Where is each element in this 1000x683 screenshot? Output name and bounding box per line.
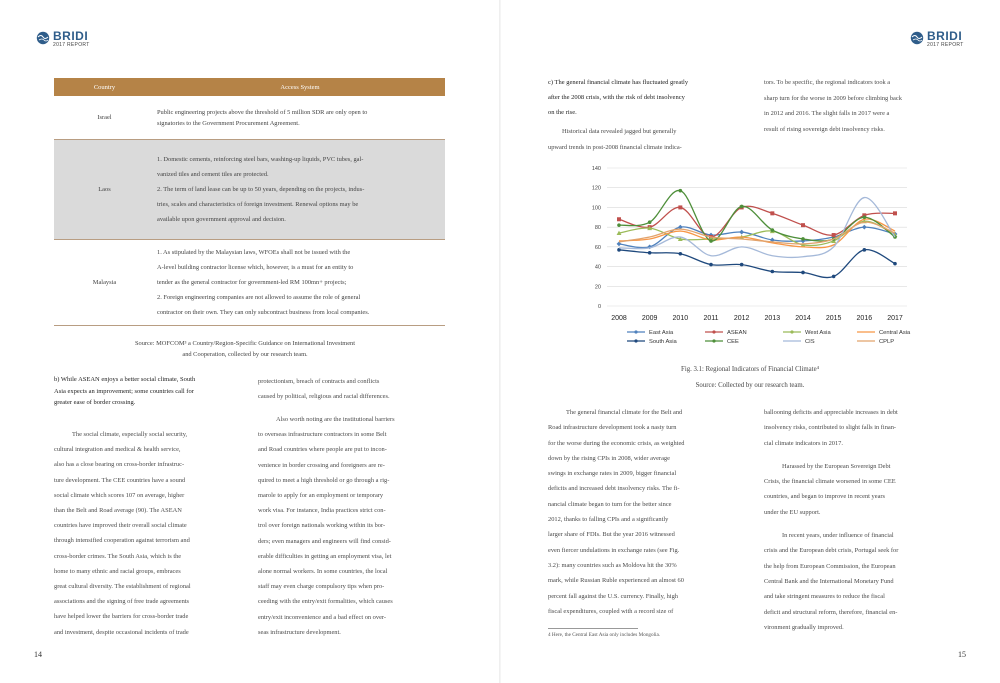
text-line: even fiercer undulations in exchange rates (see Fig. <box>548 546 680 554</box>
section-heading-c <box>548 75 748 120</box>
text-line: quired to meet a high threshold or go through a rig- <box>258 476 390 484</box>
text-line: cross-border crimes. The South Asia, which is the <box>54 552 182 560</box>
x-tick-label: 2013 <box>764 315 781 322</box>
data-point-asean <box>801 223 805 227</box>
left-column-2-top <box>258 374 448 404</box>
text-line: percent fall against the U.S. currency. Finally, high <box>548 592 678 600</box>
legend-label-cis: CIS <box>805 339 815 345</box>
text-line: home to many ethnic and racial groups, embraces <box>54 567 181 575</box>
data-point-east-asia <box>862 225 867 230</box>
data-point-cee <box>740 205 744 209</box>
data-point-south-asia <box>771 270 775 274</box>
cell-line: 1. As stipulated by the Malaysian laws, WFOEs shall not be issued with the <box>157 249 351 256</box>
legend-label-south-asia: South Asia <box>649 339 677 345</box>
cell-line: tender as the general contractor for government-led RM 100mn+ projects; <box>157 279 347 286</box>
text-line: In recent years, under influence of financial <box>782 532 894 540</box>
book-spine <box>499 0 501 683</box>
legend-marker-west-asia <box>790 330 793 333</box>
text-line: deficits and increased debt insolvency risks. The fi- <box>548 485 680 493</box>
legend-marker-east-asia <box>634 330 637 333</box>
table-row <box>54 96 445 140</box>
legend-label-cplp: CPLP <box>879 339 895 345</box>
text-line: deficit and structural reform, therefore, financial en- <box>764 608 898 616</box>
left-column-1-text <box>54 427 244 640</box>
country-cell: Malaysia <box>92 279 117 286</box>
data-point-cee <box>801 237 805 241</box>
text-line: and Road countries where people are put to incon- <box>258 446 387 454</box>
data-point-south-asia <box>863 248 867 252</box>
text-line: great cultural diversity. The establishment of regional <box>54 583 191 591</box>
text-line: insolvency risks, contributed to slight falls in finan- <box>764 424 897 432</box>
text-line: under the EU support. <box>764 508 821 516</box>
text-line: for the worse during the economic crisis, as weighted <box>548 439 685 447</box>
y-tick-label: 60 <box>594 244 601 251</box>
text-line: in 2012 and 2016. The slight falls in 2017 were a <box>764 110 890 117</box>
text-line: Also worth noting are the institutional barriers <box>276 416 395 423</box>
data-point-south-asia <box>617 248 621 252</box>
data-point-cee <box>679 189 683 193</box>
text-line: have helped lower the barriers for cross-border trade <box>54 613 189 621</box>
text-line: cultural integration and medical & health service, <box>54 446 181 454</box>
country-cell: Israel <box>97 114 112 121</box>
table-row <box>54 240 445 326</box>
data-point-cee <box>648 220 652 224</box>
access-cell <box>155 245 445 320</box>
text-line: venience in border crossing and foreigners are re- <box>258 461 385 469</box>
data-point-east-asia <box>739 230 744 235</box>
bridi-logo-right <box>910 30 964 48</box>
y-tick-label: 100 <box>591 205 601 212</box>
data-point-cee <box>863 215 867 219</box>
data-point-asean <box>832 233 836 237</box>
text-line: crisis and the European debt crisis, Portugal seek for <box>764 547 899 555</box>
globe-icon <box>36 31 50 45</box>
x-tick-label: 2010 <box>672 315 689 322</box>
series-line-south-asia <box>619 250 895 278</box>
cell-line: tries, scales and characteristics of foreign investment. Renewal options may be <box>157 201 359 208</box>
footnote: 4 Here, the Central East Asia only includes Mongolia. <box>548 632 661 638</box>
data-point-south-asia <box>648 251 652 255</box>
heading-line: greater ease of border crossing. <box>54 399 136 407</box>
text-line: ders; even managers and engineers will find consid- <box>258 537 391 545</box>
brand-name: BRIDI <box>927 29 963 43</box>
text-line: larger share of FDIs. But the year 2016 witnessed <box>548 531 675 539</box>
financial-climate-chart <box>577 160 913 352</box>
cell-line: A-level building contractor license which, however, is a must for an entity to <box>157 264 354 271</box>
text-line: countries have improved their overall social climate <box>54 522 187 530</box>
cell-line: contractor on their own. They can only subcontract business from local companies. <box>157 309 370 316</box>
legend-label-asean: ASEAN <box>727 330 747 336</box>
text-line: Road infrastructure development took a nasty turn <box>548 424 677 432</box>
cell-line: signatories to the Government Procurement Agreement. <box>157 119 300 127</box>
cell-line: 2. Foreign engineering companies are not allowed to assume the role of general <box>157 294 361 301</box>
y-tick-label: 40 <box>594 264 601 271</box>
series-line-cis <box>619 198 895 258</box>
x-tick-label: 2011 <box>703 315 719 322</box>
text-line: vironment gradually improved. <box>764 623 844 631</box>
text-line: seas infrastructure development. <box>258 628 341 636</box>
text-line: countries, and began to improve in recent years <box>764 493 886 501</box>
text-line: upward trends in post-2008 financial climate indica- <box>548 143 682 151</box>
data-point-asean <box>770 211 774 215</box>
text-line: the help from European Commission, the European <box>764 562 896 570</box>
text-line: ballooning deficits and appreciable increases in debt <box>764 409 898 416</box>
text-line: through intensified cooperation against terrorism and <box>54 537 190 545</box>
data-point-cee <box>771 228 775 232</box>
x-tick-label: 2016 <box>856 315 873 322</box>
brand-name: BRIDI <box>53 29 89 43</box>
source-line: Source: MOFCOM³ a Country/Region-Specific Guidance on International Investment <box>134 340 356 347</box>
table-header <box>54 78 445 96</box>
text-line: protectionism, breach of contracts and conflicts <box>258 378 380 385</box>
data-point-south-asia <box>801 271 805 275</box>
data-point-asean <box>617 217 621 221</box>
text-line: sharp turn for the worse in 2009 before climbing back <box>764 94 902 102</box>
page-number-right: 15 <box>958 650 966 659</box>
column-header-country: Country <box>93 83 116 91</box>
text-line: staff may even charge compulsory tips when pro- <box>258 583 385 591</box>
cell-line: vanized tiles and cement tiles are protected. <box>157 171 269 178</box>
x-tick-label: 2008 <box>611 315 627 322</box>
x-tick-label: 2017 <box>887 315 903 322</box>
column-header-access-system: Access System <box>280 83 320 91</box>
data-point-cee <box>617 223 621 227</box>
text-line: swings in exchange rates in 2009, bigger financial <box>548 470 677 478</box>
access-cell <box>155 152 445 227</box>
right-column-1-text <box>548 405 744 619</box>
access-cell <box>155 107 445 129</box>
data-point-asean <box>893 211 897 215</box>
text-line: trol over foreign nationals working within its bor- <box>258 522 386 530</box>
text-line: and investment, despite occasional incidents of trade <box>54 628 189 636</box>
text-line: fiscal expenditures, coupled with a record size of <box>548 607 674 615</box>
right-column-2-text <box>764 405 956 635</box>
text-line: down by the rising CPIs in 2008, wider average <box>548 454 670 462</box>
access-system-table <box>54 78 445 326</box>
x-tick-label: 2015 <box>825 315 842 322</box>
text-line: mark, while Russian Ruble experienced an almost 60 <box>548 577 684 585</box>
legend-marker-south-asia <box>634 339 637 342</box>
bridi-logo-left <box>36 30 90 48</box>
text-line: also has a close bearing on cross-border infrastruc- <box>54 461 185 469</box>
legend-label-central-asia: Central Asia <box>879 330 911 336</box>
text-line: entry/exit inconvenience and a bad effect on over- <box>258 613 387 621</box>
legend-label-east-asia: East Asia <box>649 330 674 336</box>
section-heading-b <box>54 374 244 409</box>
text-line: The social climate, especially social security, <box>72 431 188 438</box>
table-row <box>54 140 445 240</box>
series-line-east-asia <box>619 227 895 248</box>
text-line: Harassed by the European Sovereign Debt <box>782 462 891 470</box>
brand-subtitle: 2017 REPORT <box>927 42 964 48</box>
y-tick-label: 140 <box>591 166 601 172</box>
legend-label-cee: CEE <box>727 339 739 345</box>
data-point-south-asia <box>893 262 897 266</box>
text-line: caused by political, religious and racial differences. <box>258 393 390 401</box>
legend-label-west-asia: West Asia <box>805 330 831 336</box>
source-line: and Cooperation, collected by our research team. <box>182 351 308 358</box>
text-line: Central Bank and the International Monetary Fund <box>764 577 894 585</box>
data-point-south-asia <box>709 263 713 267</box>
cell-line: 2. The term of land lease can be up to 50 years, depending on the projects, indus- <box>157 186 365 193</box>
right-intro-right <box>764 75 954 137</box>
globe-icon <box>910 31 924 45</box>
heading-line: after the 2008 crisis, with the risk of debt insolvency <box>548 94 685 101</box>
legend-marker-asean <box>712 330 715 333</box>
x-tick-label: 2009 <box>641 315 658 322</box>
page-number-left: 14 <box>34 650 42 659</box>
text-line: Crisis, the financial climate worsened in some CEE <box>764 478 896 486</box>
x-tick-label: 2012 <box>733 315 750 322</box>
text-line: to overseas infrastructure contractors in some Belt <box>258 431 387 439</box>
text-line: alone normal workers. In some countries, the local <box>258 568 388 576</box>
table-source <box>80 338 410 360</box>
x-tick-label: 2014 <box>795 315 811 322</box>
data-point-south-asia <box>740 263 744 267</box>
left-column-2-text <box>258 412 448 640</box>
y-tick-label: 120 <box>591 185 601 192</box>
data-point-south-asia <box>679 252 683 256</box>
heading-line: b) While ASEAN enjoys a better social climate, South <box>54 376 196 383</box>
figure-source: Source: Collected by our research team. <box>695 382 805 389</box>
cell-line: Public engineering projects above the threshold of 5 million SDR are only open to <box>157 108 368 116</box>
cell-line: available upon government approval and decision. <box>157 216 286 223</box>
text-line: social climate which scores 107 on average, higher <box>54 491 185 499</box>
text-line: 2012, thanks to falling CPIs and a significantly <box>548 516 669 524</box>
figure-caption: Fig. 3.1: Regional Indicators of Financial Climate⁴ <box>681 366 819 373</box>
text-line: and take stringent measures to reduce the fiscal <box>764 593 885 601</box>
y-tick-label: 0 <box>597 304 601 310</box>
data-point-cee <box>709 239 713 243</box>
heading-line: Asia expects an improvement; some countries call for <box>54 387 194 395</box>
heading-line: c) The general financial climate has fluctuated greatly <box>548 79 689 86</box>
y-tick-label: 80 <box>594 225 601 232</box>
text-line: than the Belt and Road average (90). The ASEAN <box>54 507 182 515</box>
text-line: 3.2): many countries such as Moldova hit the 30% <box>548 561 677 569</box>
cell-line: 1. Domestic cements, reinforcing steel bars, washing-up liquids, PVC tubes, gal- <box>157 156 364 163</box>
text-line: marole to apply for an employment or temporary <box>258 492 384 500</box>
text-line: The general financial climate for the Belt and <box>566 409 683 416</box>
brand-subtitle: 2017 REPORT <box>53 42 90 48</box>
text-line: associations and the signing of free trade agreements <box>54 598 190 606</box>
data-point-asean <box>678 205 682 209</box>
right-intro-left <box>548 124 748 155</box>
text-line: ceeding with the entry/exit formalities, which causes <box>258 598 393 606</box>
footnote-rule <box>548 628 638 629</box>
text-line: Historical data revealed jagged but generally <box>562 128 677 135</box>
text-line: nancial climate began to turn for the better since <box>548 500 672 508</box>
y-tick-label: 20 <box>594 284 601 291</box>
data-point-south-asia <box>832 275 836 279</box>
country-cell: Laos <box>98 186 111 193</box>
heading-line: on the rise. <box>548 109 577 116</box>
text-line: work visa. For instance, India practices strict con- <box>258 507 386 515</box>
text-line: tors. To be specific, the regional indicators took a <box>764 79 891 86</box>
text-line: erable difficulties in getting an employment visa, let <box>258 552 392 560</box>
legend-marker-cee <box>712 339 715 342</box>
text-line: ture development. The CEE countries have a sound <box>54 476 186 484</box>
text-line: cial climate indicators in 2017. <box>764 439 843 447</box>
text-line: result of rising sovereign debt insolvency risks. <box>764 125 885 133</box>
